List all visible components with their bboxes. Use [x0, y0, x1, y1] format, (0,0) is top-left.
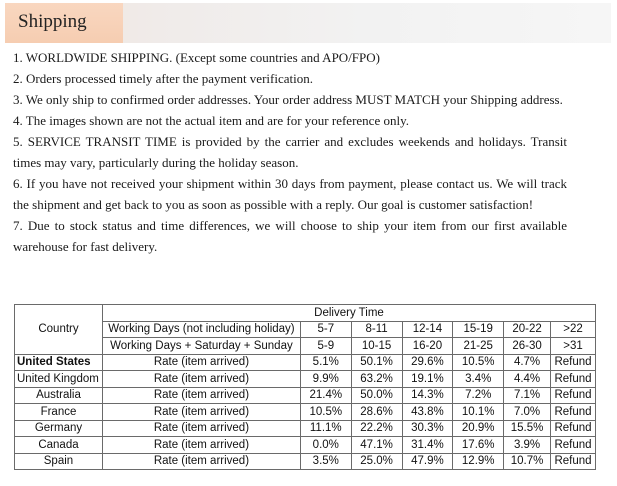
- policy-item: 3. We only ship to confirmed order addresses. Your order address MUST MATCH your Shipping address.: [13, 92, 563, 107]
- table-row: [15, 371, 596, 388]
- range-cell: 5-9: [300, 338, 351, 355]
- policy-item: 4. The images shown are not the actual item and are for your reference only.: [13, 113, 409, 128]
- range-cell: 10-15: [351, 338, 402, 355]
- value-cell: 5.1%: [300, 354, 351, 371]
- value-cell: 47.9%: [402, 453, 453, 470]
- value-cell: Refund: [550, 371, 595, 388]
- value-cell: 9.9%: [300, 371, 351, 388]
- range-cell: 12-14: [402, 321, 453, 338]
- value-cell: 0.0%: [300, 437, 351, 454]
- working-days-weekend-label: Working Days + Saturday + Sunday: [102, 338, 300, 355]
- range-cell: 8-11: [351, 321, 402, 338]
- delivery-time-header: Delivery Time: [102, 305, 595, 322]
- value-cell: 10.1%: [453, 404, 504, 421]
- page-title: Shipping: [18, 11, 87, 32]
- rate-label-cell: Rate (item arrived): [102, 437, 300, 454]
- value-cell: Refund: [550, 420, 595, 437]
- rate-label-cell: Rate (item arrived): [102, 420, 300, 437]
- value-cell: Refund: [550, 387, 595, 404]
- value-cell: 31.4%: [402, 437, 453, 454]
- range-cell: 5-7: [300, 321, 351, 338]
- value-cell: 43.8%: [402, 404, 453, 421]
- value-cell: 19.1%: [402, 371, 453, 388]
- value-cell: 7.2%: [453, 387, 504, 404]
- value-cell: 14.3%: [402, 387, 453, 404]
- value-cell: Refund: [550, 404, 595, 421]
- value-cell: 10.7%: [504, 453, 551, 470]
- value-cell: 3.5%: [300, 453, 351, 470]
- value-cell: 17.6%: [453, 437, 504, 454]
- value-cell: 30.3%: [402, 420, 453, 437]
- country-cell: United Kingdom: [15, 371, 103, 388]
- value-cell: Refund: [550, 437, 595, 454]
- value-cell: 50.1%: [351, 354, 402, 371]
- value-cell: 3.9%: [504, 437, 551, 454]
- country-cell: France: [15, 404, 103, 421]
- table-header-row: [15, 338, 596, 355]
- value-cell: 7.0%: [504, 404, 551, 421]
- table-row: [15, 404, 596, 421]
- range-cell: 26-30: [504, 338, 551, 355]
- table-row: [15, 420, 596, 437]
- value-cell: 11.1%: [300, 420, 351, 437]
- country-cell: Spain: [15, 453, 103, 470]
- table-header-row: [15, 305, 596, 322]
- value-cell: 29.6%: [402, 354, 453, 371]
- policy-item: 2. Orders processed timely after the payment verification.: [13, 71, 313, 86]
- shipping-policy: [13, 47, 567, 257]
- range-cell: 20-22: [504, 321, 551, 338]
- range-cell: >31: [550, 338, 595, 355]
- country-cell: Canada: [15, 437, 103, 454]
- value-cell: 22.2%: [351, 420, 402, 437]
- table-row: [15, 437, 596, 454]
- value-cell: 4.4%: [504, 371, 551, 388]
- value-cell: 20.9%: [453, 420, 504, 437]
- value-cell: Refund: [550, 354, 595, 371]
- country-cell: Australia: [15, 387, 103, 404]
- country-cell: United States: [15, 354, 103, 371]
- value-cell: 7.1%: [504, 387, 551, 404]
- range-cell: >22: [550, 321, 595, 338]
- value-cell: 4.7%: [504, 354, 551, 371]
- value-cell: Refund: [550, 453, 595, 470]
- policy-item: 6. If you have not received your shipment within 30 days from payment, please contact us. We will track the shipment and get back to you as soon as possible with a reply. Our goal is customer satisfaction!: [13, 176, 567, 212]
- value-cell: 10.5%: [453, 354, 504, 371]
- policy-item: 5. SERVICE TRANSIT TIME is provided by the carrier and excludes weekends and holidays. Transit times may vary, particularly during the holiday season.: [13, 134, 567, 170]
- rate-label-cell: Rate (item arrived): [102, 404, 300, 421]
- policy-item: 1. WORLDWIDE SHIPPING. (Except some countries and APO/FPO): [13, 50, 380, 65]
- rate-label-cell: Rate (item arrived): [102, 371, 300, 388]
- working-days-label: Working Days (not including holiday): [102, 321, 300, 338]
- value-cell: 25.0%: [351, 453, 402, 470]
- value-cell: 28.6%: [351, 404, 402, 421]
- value-cell: 12.9%: [453, 453, 504, 470]
- table-row: [15, 453, 596, 470]
- country-header: Country: [15, 305, 103, 355]
- table-row: [15, 354, 596, 371]
- value-cell: 21.4%: [300, 387, 351, 404]
- range-cell: 16-20: [402, 338, 453, 355]
- policy-item: 7. Due to stock status and time differences, we will choose to ship your item from our first available warehouse for fast delivery.: [13, 218, 567, 254]
- value-cell: 47.1%: [351, 437, 402, 454]
- table-row: [15, 387, 596, 404]
- value-cell: 15.5%: [504, 420, 551, 437]
- range-cell: 21-25: [453, 338, 504, 355]
- range-cell: 15-19: [453, 321, 504, 338]
- value-cell: 63.2%: [351, 371, 402, 388]
- country-cell: Germany: [15, 420, 103, 437]
- value-cell: 3.4%: [453, 371, 504, 388]
- value-cell: 10.5%: [300, 404, 351, 421]
- table-header-row: [15, 321, 596, 338]
- rate-label-cell: Rate (item arrived): [102, 387, 300, 404]
- delivery-time-table: [14, 304, 596, 470]
- rate-label-cell: Rate (item arrived): [102, 453, 300, 470]
- value-cell: 50.0%: [351, 387, 402, 404]
- rate-label-cell: Rate (item arrived): [102, 354, 300, 371]
